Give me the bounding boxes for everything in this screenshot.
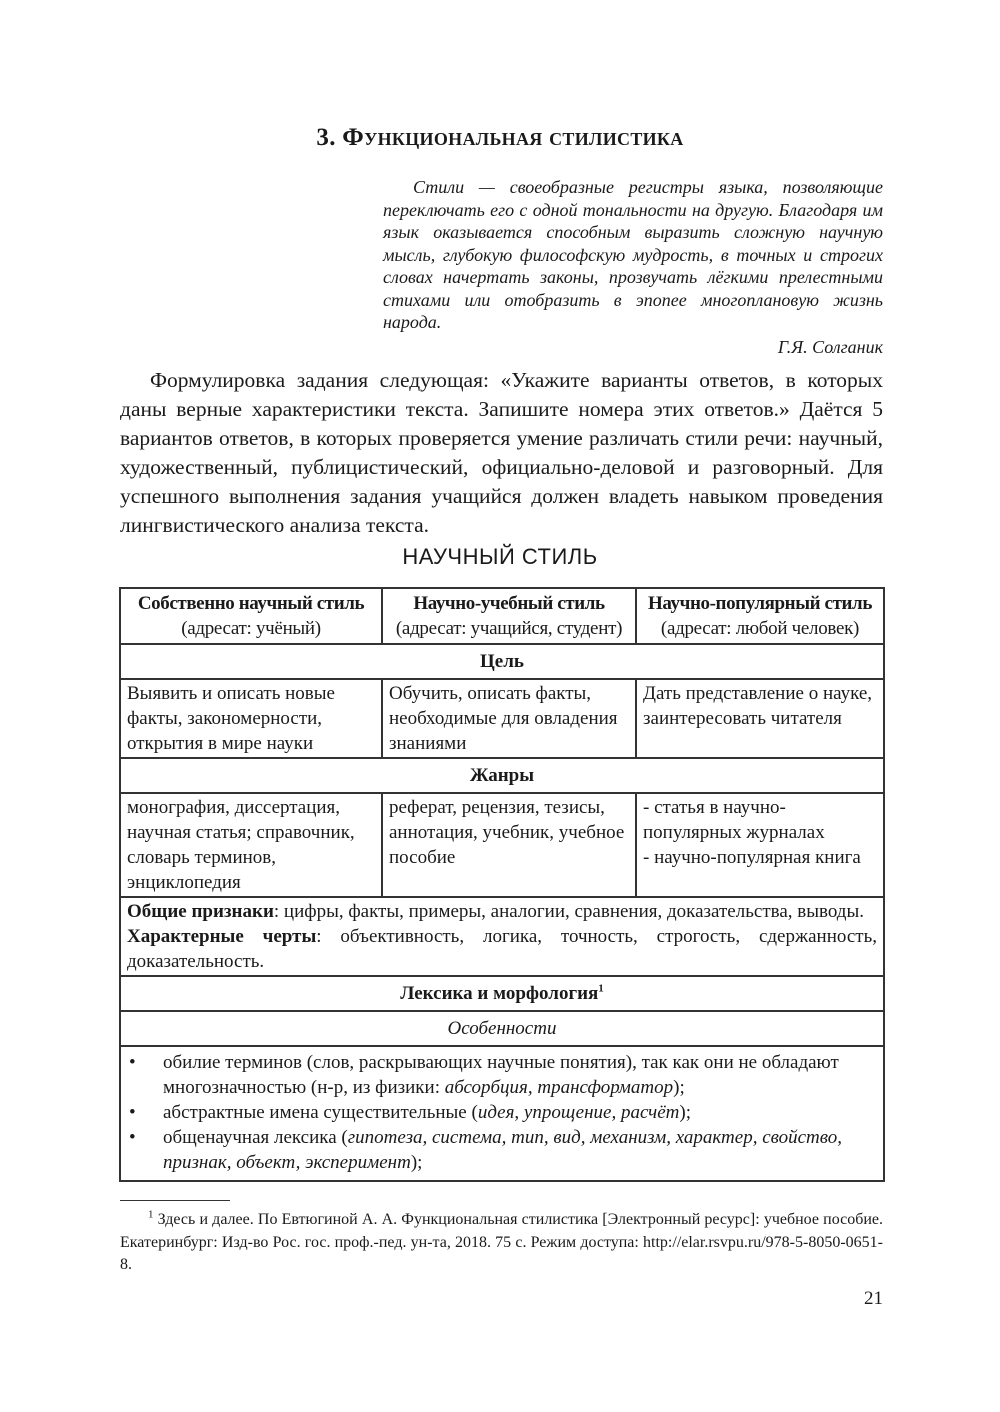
feature-examples: абсорбция, трансформатор	[444, 1077, 674, 1098]
common-features-text: : цифры, факты, примеры, аналогии, сравнения, доказательства, выводы.	[273, 901, 864, 922]
column-header-educational	[382, 588, 636, 644]
footnote-text: Здесь и далее. По Евтюгиной А. А. Функциональная стилистика [Электронный ресурс]: учебное пособие. Екатеринбург: Изд-во Рос. гос. проф.-пед. ун-та, 2018. 75 с. Режим доступа: http://elar.rsvpu.ru/978-5-8050-0651-8.	[120, 1211, 883, 1273]
genres-label: Жанры	[120, 758, 884, 793]
features-cell	[120, 1046, 884, 1181]
column-addressee: (адресат: учащийся, студент)	[395, 618, 623, 639]
characteristic-traits-label: Характерные черты	[127, 926, 317, 947]
epigraph-author: Г.Я. Солганик	[777, 336, 883, 357]
column-header-popular	[636, 588, 884, 644]
feature-text: обилие терминов (слов, раскрывающих научные понятия), так как они не обладают многозначностью (н-р, из физики:	[163, 1052, 839, 1098]
feature-examples: идея, упрощение, расчёт	[477, 1102, 680, 1123]
characteristic-traits	[127, 924, 877, 974]
list-item	[127, 1125, 877, 1175]
features-header-row	[120, 1011, 884, 1046]
genres-row	[120, 793, 884, 897]
feature-tail: );	[410, 1152, 423, 1173]
goal-row	[120, 679, 884, 758]
feature-tail: );	[673, 1077, 685, 1098]
footnote	[120, 1209, 883, 1277]
common-features	[127, 899, 877, 924]
page-number: 21	[864, 1288, 883, 1309]
list-item	[127, 1100, 877, 1125]
column-header-academic	[120, 588, 382, 644]
feature-examples: гипотеза, система, тип, вид, механизм, характер, свойство, признак, объект, эксперимент	[163, 1127, 843, 1173]
lexis-header-cell	[120, 976, 884, 1011]
goal-cell: Выявить и описать новые факты, закономерности, открытия в мире науки	[120, 679, 382, 758]
epigraph	[383, 176, 883, 358]
column-addressee: (адресат: любой человек)	[660, 618, 860, 639]
lexis-label: Лексика и морфология	[400, 983, 599, 1004]
section-heading: 3. Функциональная стилистика	[316, 124, 684, 151]
feature-text: общенаучная лексика (	[163, 1127, 348, 1148]
lexis-header-row	[120, 976, 884, 1011]
scientific-style-table	[119, 587, 885, 1182]
column-title: Собственно научный стиль	[137, 593, 365, 614]
list-item	[127, 1050, 877, 1100]
feature-text: абстрактные имена существительные (	[163, 1102, 478, 1123]
features-list	[127, 1050, 877, 1175]
footnote-ref: 1	[598, 982, 604, 995]
footnote-mark: 1	[148, 1208, 154, 1221]
table-title: НАУЧНЫЙ СТИЛЬ	[402, 544, 598, 569]
intro-paragraph: Формулировка задания следующая: «Укажите варианты ответов, в которых даны верные характеристики текста. Запишите номера этих ответов.» Даётся 5 вариантов ответов, в которых проверяется умение различать стили речи: научный, художественный, публицистический, официально-деловой и разговорный. Для успешного выполнения задания учащийся должен владеть навыком проведения лингвистического анализа текста.	[120, 368, 883, 537]
genre-cell: - статья в научно-популярных журналах - научно-популярная книга	[636, 793, 884, 897]
column-header-row	[120, 588, 884, 644]
epigraph-text: Стили — своеобразные регистры языка, позволяющие переключать его с одной тональности на другую. Благодаря им язык оказывается способным выразить сложную научную мысль, глубокую философскую мудрость, в точных и строгих словах начертать законы, прозвучать лёгкими прелестными стихами или отобразить в эпопее многоплановую жизнь народа.	[383, 177, 883, 332]
goal-cell: Обучить, описать факты, необходимые для овладения знаниями	[382, 679, 636, 758]
bullet-icon: •	[129, 1102, 136, 1123]
common-traits-cell	[120, 897, 884, 976]
column-addressee: (адресат: учёный)	[181, 618, 321, 639]
features-row	[120, 1046, 884, 1181]
goal-header-row	[120, 644, 884, 679]
characteristic-traits-text: : объективность, логика, точность, строгость, сдержанность, доказательность.	[127, 926, 877, 972]
goal-label: Цель	[120, 644, 884, 679]
feature-tail: );	[679, 1102, 691, 1123]
common-features-label: Общие признаки	[127, 901, 274, 922]
genre-cell: монография, диссертация, научная статья; справочник, словарь терминов, энциклопедия	[120, 793, 382, 897]
genres-header-row	[120, 758, 884, 793]
bullet-icon: •	[129, 1052, 136, 1073]
features-label: Особенности	[120, 1011, 884, 1046]
bullet-icon: •	[129, 1127, 136, 1148]
column-title: Научно-учебный стиль	[413, 593, 605, 614]
column-title: Научно-популярный стиль	[648, 593, 872, 614]
genre-cell: реферат, рецензия, тезисы, аннотация, учебник, учебное пособие	[382, 793, 636, 897]
common-traits-row	[120, 897, 884, 976]
footnote-divider	[120, 1200, 230, 1201]
goal-cell: Дать представление о науке, заинтересовать читателя	[636, 679, 884, 758]
